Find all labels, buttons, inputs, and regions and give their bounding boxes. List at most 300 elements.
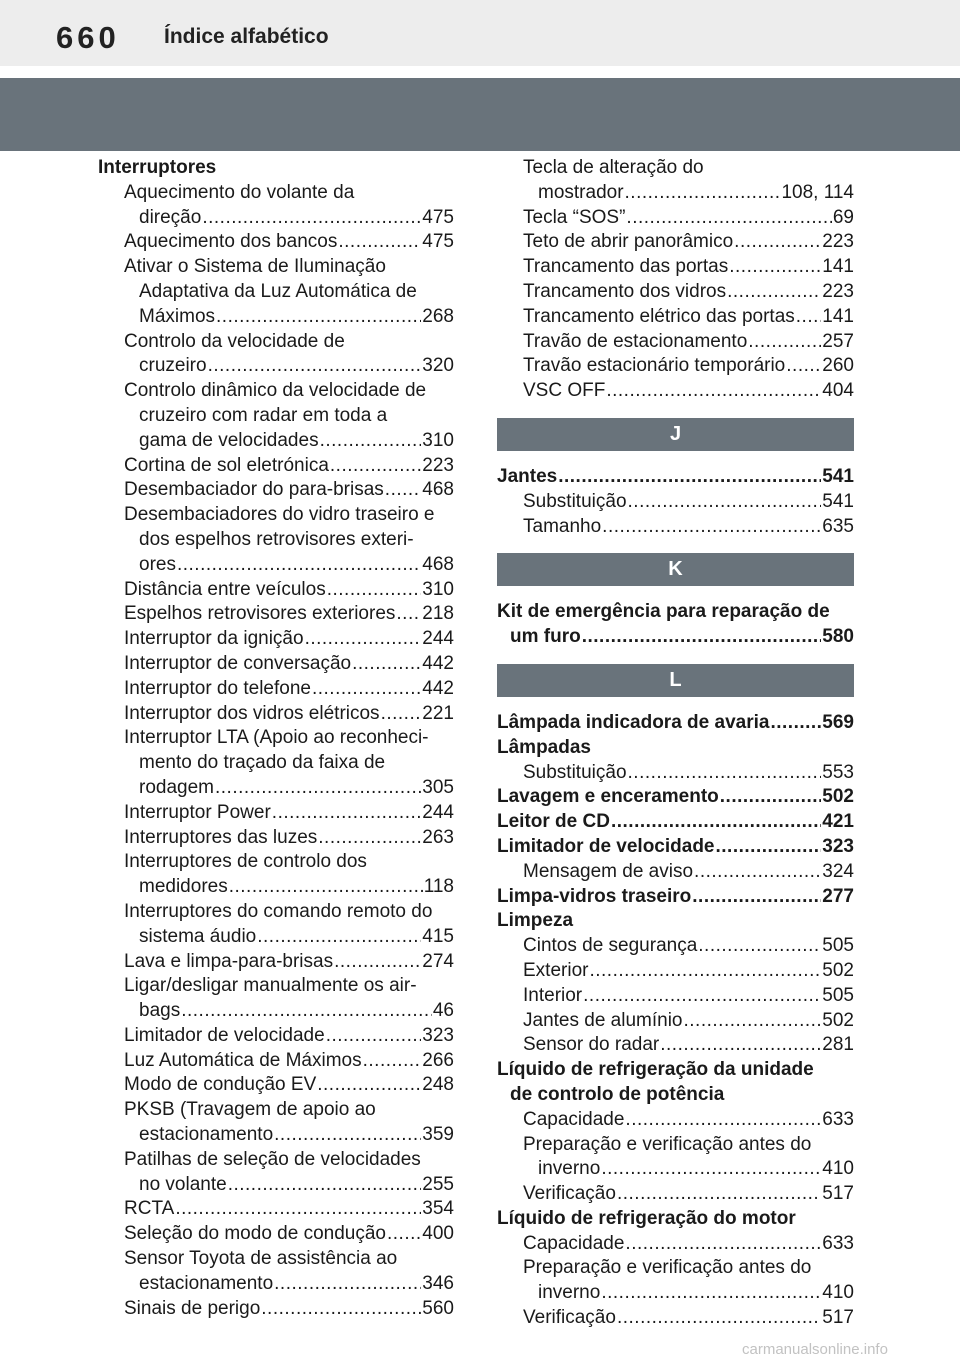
page-reference: 541 <box>822 490 854 512</box>
page-reference: 553 <box>822 761 854 783</box>
page-reference: 324 <box>822 860 854 882</box>
page-reference: 475 <box>422 206 454 228</box>
page-reference: 248 <box>422 1074 454 1096</box>
index-entry <box>497 515 854 540</box>
page-reference: 354 <box>422 1198 454 1220</box>
leader-dots <box>770 711 821 736</box>
index-entry <box>98 702 454 727</box>
entry-term: Cortina de sol eletrónica <box>124 454 329 476</box>
leader-dots <box>352 652 421 677</box>
index-entry <box>98 801 454 826</box>
entry-term: Preparação e verificação antes do <box>523 1133 812 1155</box>
entry-term: ores <box>139 553 176 575</box>
index-entry <box>497 181 854 206</box>
index-entry <box>98 354 454 379</box>
entry-term: Teto de abrir panorâmico <box>523 231 734 253</box>
page-reference: 560 <box>422 1297 454 1319</box>
index-entry <box>98 206 454 231</box>
leader-dots <box>274 1272 421 1297</box>
entry-term: Interruptores das luzes <box>124 826 318 848</box>
index-entry <box>497 280 854 305</box>
entry-term: cruzeiro <box>139 355 207 377</box>
entry-term: Ativar o Sistema de Iluminação <box>124 256 386 278</box>
entry-term: Mensagem de aviso <box>523 860 694 882</box>
leader-dots <box>216 305 421 330</box>
entry-term: Lâmpadas <box>497 736 591 758</box>
entry-term: Aquecimento do volante da <box>124 181 355 203</box>
entry-term: Interruptor dos vidros elétricos <box>124 702 380 724</box>
page-reference: 635 <box>822 515 854 537</box>
index-group-j <box>497 465 854 539</box>
index-entry <box>98 602 454 627</box>
entry-term: Máximos <box>139 305 216 327</box>
entry-term: Travão de estacionamento <box>523 330 748 352</box>
leader-dots <box>208 354 422 379</box>
index-entry <box>98 1247 454 1272</box>
index-entry <box>497 330 854 355</box>
leader-dots <box>320 429 422 454</box>
page-reference: 221 <box>422 702 454 724</box>
index-entry <box>98 652 454 677</box>
page-reference: 223 <box>822 280 854 302</box>
index-entry <box>497 379 854 404</box>
entry-term: Cintos de segurança <box>523 935 698 957</box>
page-reference: 260 <box>822 355 854 377</box>
index-entry <box>497 1058 854 1083</box>
entry-term: Jantes de alumínio <box>523 1009 683 1031</box>
page-reference: 421 <box>822 811 854 833</box>
entry-term: Limitador de velocidade <box>497 835 715 857</box>
leader-dots <box>181 999 432 1024</box>
index-entry <box>98 999 454 1024</box>
page-reference: 218 <box>422 603 454 625</box>
entry-term: Tamanho <box>523 515 602 537</box>
index-entry <box>497 625 854 650</box>
page-reference: 277 <box>822 885 854 907</box>
index-column-left <box>98 156 454 1321</box>
leader-dots <box>312 677 421 702</box>
leader-dots <box>257 925 421 950</box>
leader-dots <box>602 515 821 540</box>
page-reference: 517 <box>822 1307 854 1329</box>
page-reference: 244 <box>422 801 454 823</box>
entry-term: Preparação e verificação antes do <box>523 1257 812 1279</box>
leader-dots <box>694 860 821 885</box>
leader-dots <box>786 354 821 379</box>
leader-dots <box>229 875 423 900</box>
leader-dots <box>582 625 822 650</box>
index-entry <box>497 156 854 181</box>
entry-term: Distância entre veículos <box>124 578 326 600</box>
index-entry <box>497 490 854 515</box>
entry-term: Interruptor de conversação <box>124 652 352 674</box>
entry-term: Interruptores de controlo dos <box>124 851 367 873</box>
entry-term: Verificação <box>523 1307 616 1329</box>
index-entry <box>98 1197 454 1222</box>
index-entry <box>98 1173 454 1198</box>
entry-term: um furo <box>510 626 581 648</box>
index-entry <box>497 909 854 934</box>
letter-header-j: J <box>497 418 854 451</box>
entry-term: Controlo dinâmico da velocidade de <box>124 380 427 402</box>
index-entry <box>98 478 454 503</box>
page-reference: 475 <box>422 231 454 253</box>
index-entry <box>98 1272 454 1297</box>
entry-term: Ligar/desligar manualmente os air- <box>124 975 417 997</box>
index-entry <box>497 1033 854 1058</box>
index-entry <box>497 711 854 736</box>
index-entry <box>98 974 454 999</box>
page-reference: 442 <box>422 677 454 699</box>
index-entry <box>98 1123 454 1148</box>
leader-dots <box>625 181 781 206</box>
index-entry <box>497 206 854 231</box>
index-entry <box>98 751 454 776</box>
entry-term: cruzeiro com radar em toda a <box>139 404 388 426</box>
index-entry <box>497 1207 854 1232</box>
index-entry <box>98 1297 454 1322</box>
leader-dots <box>387 1222 421 1247</box>
page-reference: 266 <box>422 1049 454 1071</box>
index-entry <box>98 330 454 355</box>
page-reference: 263 <box>422 826 454 848</box>
entry-term: Limitador de velocidade <box>124 1024 325 1046</box>
entry-term: Interruptores do comando remoto do <box>124 900 433 922</box>
entry-term: Espelhos retrovisores exteriores <box>124 603 396 625</box>
entry-term: Capacidade <box>523 1232 625 1254</box>
leader-dots <box>611 810 821 835</box>
entry-term: Luz Automática de Máximos <box>124 1049 362 1071</box>
page-reference: 320 <box>422 355 454 377</box>
page-reference: 141 <box>822 256 854 278</box>
entry-term: Limpa-vidros traseiro <box>497 885 692 907</box>
entry-term: gama de velocidades <box>139 429 319 451</box>
entry-term: Patilhas de seleção de velocidades <box>124 1148 421 1170</box>
entry-term: medidores <box>139 876 228 898</box>
entry-term: Substituição <box>523 761 627 783</box>
index-entry <box>497 736 854 761</box>
index-entry <box>98 925 454 950</box>
leader-dots <box>385 478 422 503</box>
leader-dots <box>261 1297 421 1322</box>
page-reference: 223 <box>422 454 454 476</box>
page-reference: 502 <box>822 786 854 808</box>
entry-term: dos espelhos retrovisores exteri- <box>139 528 414 550</box>
entry-term: Líquido de refrigeração do motor <box>497 1207 796 1229</box>
entry-term: Interruptores <box>98 157 217 178</box>
leader-dots <box>625 1108 821 1133</box>
index-entry <box>98 1024 454 1049</box>
page-reference: 108, 114 <box>781 181 854 203</box>
entry-term: Desembaciador do para-brisas <box>124 479 384 501</box>
index-entry <box>497 934 854 959</box>
entry-term: Trancamento elétrico das portas <box>523 305 795 327</box>
index-entry <box>98 850 454 875</box>
index-entry <box>497 984 854 1009</box>
page-header <box>0 0 960 66</box>
index-entry <box>98 677 454 702</box>
leader-dots <box>617 1306 821 1331</box>
entry-term: Interruptor Power <box>124 801 271 823</box>
leader-dots <box>796 305 822 330</box>
entry-term: Lavagem e enceramento <box>497 786 719 808</box>
entry-term: bags <box>139 1000 181 1022</box>
index-group-l <box>497 711 854 1331</box>
page-reference: 502 <box>822 959 854 981</box>
leader-dots <box>625 1232 821 1257</box>
index-entry <box>98 627 454 652</box>
index-entry <box>98 553 454 578</box>
index-entry <box>497 305 854 330</box>
page-reference: 310 <box>422 429 454 451</box>
leader-dots <box>175 1197 421 1222</box>
index-entry <box>98 726 454 751</box>
page-reference: 141 <box>822 305 854 327</box>
page-reference: 305 <box>422 776 454 798</box>
index-entry <box>497 600 854 625</box>
index-entry <box>497 835 854 860</box>
leader-dots <box>202 206 421 231</box>
leader-dots <box>617 1182 821 1207</box>
index-entry <box>497 1083 854 1108</box>
page-reference: 569 <box>822 711 854 733</box>
index-entry <box>497 255 854 280</box>
entry-term: Adaptativa da Luz Automática de <box>139 280 417 302</box>
page-reference: 323 <box>822 835 854 857</box>
entry-term: VSC OFF <box>523 380 606 402</box>
leader-dots <box>330 454 421 479</box>
index-column-right <box>497 156 854 1331</box>
letter-header-k: K <box>497 553 854 586</box>
index-entry <box>497 761 854 786</box>
index-entry <box>497 959 854 984</box>
entry-term: inverno <box>538 1282 601 1304</box>
leader-dots <box>606 379 821 404</box>
index-entry <box>497 1108 854 1133</box>
leader-dots <box>317 1073 421 1098</box>
entry-term: Tecla “SOS” <box>523 206 626 228</box>
entry-term: Kit de emergência para reparação de <box>497 601 830 623</box>
index-entry <box>497 1157 854 1182</box>
page-reference: 580 <box>822 626 854 648</box>
page-reference: 69 <box>832 206 854 228</box>
index-entry <box>497 465 854 490</box>
page-reference: 274 <box>422 950 454 972</box>
page-reference: 346 <box>422 1272 454 1294</box>
page-reference: 46 <box>432 1000 454 1022</box>
leader-dots <box>583 984 821 1009</box>
index-entry <box>497 1232 854 1257</box>
index-entry <box>98 404 454 429</box>
entry-term: Verificação <box>523 1183 616 1205</box>
entry-term: estacionamento <box>139 1272 274 1294</box>
entry-term: Leitor de CD <box>497 811 610 833</box>
page-reference: 505 <box>822 935 854 957</box>
index-entry <box>98 230 454 255</box>
page-reference: 244 <box>422 628 454 650</box>
entry-term: de controlo de potência <box>510 1083 725 1105</box>
leader-dots <box>274 1123 421 1148</box>
entry-term: sistema áudio <box>139 925 257 947</box>
page-reference: 281 <box>822 1034 854 1056</box>
index-entry <box>98 826 454 851</box>
leader-dots <box>228 1173 422 1198</box>
page-reference: 502 <box>822 1009 854 1031</box>
entry-term: Tecla de alteração do <box>523 157 704 178</box>
index-entry <box>98 454 454 479</box>
leader-dots <box>381 702 422 727</box>
entry-term: Modo de condução EV <box>124 1074 317 1096</box>
entry-term: Sinais de perigo <box>124 1297 261 1319</box>
page-reference: 633 <box>822 1108 854 1130</box>
entry-term: Seleção do modo de condução <box>124 1223 386 1245</box>
page-reference: 255 <box>422 1173 454 1195</box>
leader-dots <box>729 255 821 280</box>
entry-term: inverno <box>538 1158 601 1180</box>
entry-term: PKSB (Travagem de apoio ao <box>124 1099 376 1121</box>
page-reference: 517 <box>822 1183 854 1205</box>
leader-dots <box>660 1033 821 1058</box>
leader-dots <box>626 206 831 231</box>
entry-term: estacionamento <box>139 1124 274 1146</box>
entry-term: Líquido de refrigeração da unidade <box>497 1059 814 1081</box>
entry-term: Aquecimento dos bancos <box>124 231 338 253</box>
page-reference: 410 <box>822 1282 854 1304</box>
entry-term: Travão estacionário temporário <box>523 355 786 377</box>
leader-dots <box>589 959 821 984</box>
index-entry <box>98 1148 454 1173</box>
letter-header-l: L <box>497 664 854 697</box>
index-entry <box>497 1281 854 1306</box>
page-reference: 633 <box>822 1232 854 1254</box>
entry-term: direção <box>139 206 202 228</box>
entry-term: Interruptor do telefone <box>124 677 311 699</box>
page-reference: 404 <box>822 380 854 402</box>
leader-dots <box>698 934 821 959</box>
page-reference: 359 <box>422 1124 454 1146</box>
entry-term: Controlo da velocidade de <box>124 330 345 352</box>
index-entry <box>497 1256 854 1281</box>
index-entry <box>98 429 454 454</box>
index-entry <box>497 230 854 255</box>
page-reference: 410 <box>822 1158 854 1180</box>
index-entry <box>497 785 854 810</box>
page-reference: 468 <box>422 479 454 501</box>
index-entry <box>98 875 454 900</box>
index-entry <box>497 1306 854 1331</box>
leader-dots <box>334 950 421 975</box>
leader-dots <box>363 1049 422 1074</box>
leader-dots <box>720 785 822 810</box>
index-entry <box>98 1222 454 1247</box>
entry-term: Interruptor da ignição <box>124 628 304 650</box>
leader-dots <box>716 835 822 860</box>
leader-dots <box>318 826 421 851</box>
page-reference: 415 <box>422 925 454 947</box>
page-reference: 442 <box>422 652 454 674</box>
entry-term: mento do traçado da faixa de <box>139 752 386 774</box>
section-title: Índice alfabético <box>164 25 329 48</box>
index-entry <box>98 156 454 181</box>
index-entry <box>497 1182 854 1207</box>
entry-term: no volante <box>139 1173 227 1195</box>
entry-term: Substituição <box>523 490 627 512</box>
leader-dots <box>628 490 822 515</box>
index-entry <box>497 810 854 835</box>
entry-term: rodagem <box>139 776 214 798</box>
leader-dots <box>558 465 821 490</box>
index-entry <box>98 280 454 305</box>
leader-dots <box>177 553 421 578</box>
index-group-t <box>497 156 854 404</box>
index-entry <box>497 885 854 910</box>
leader-dots <box>326 1024 422 1049</box>
index-entry <box>98 528 454 553</box>
entry-term: Desembaciadores do vidro traseiro e <box>124 504 435 526</box>
index-entry <box>98 379 454 404</box>
index-entry <box>98 900 454 925</box>
page-number: 660 <box>56 20 120 55</box>
leader-dots <box>692 885 821 910</box>
page-reference: 468 <box>422 553 454 575</box>
index-entry <box>98 503 454 528</box>
entry-term: Interruptor LTA (Apoio ao reconheci- <box>124 727 429 749</box>
header-band <box>0 78 960 151</box>
page-reference: 323 <box>422 1024 454 1046</box>
page-reference: 223 <box>822 231 854 253</box>
index-entry <box>98 1049 454 1074</box>
index-entry <box>497 1133 854 1158</box>
leader-dots <box>601 1281 821 1306</box>
index-entry <box>98 950 454 975</box>
index-entry <box>497 1009 854 1034</box>
entry-term: RCTA <box>124 1198 175 1220</box>
leader-dots <box>748 330 821 355</box>
entry-term: Jantes <box>497 465 558 487</box>
entry-term: Exterior <box>523 959 589 981</box>
entry-term: Interior <box>523 984 583 1006</box>
page-reference: 541 <box>822 465 854 487</box>
leader-dots <box>327 578 422 603</box>
page-reference: 400 <box>422 1223 454 1245</box>
leader-dots <box>734 230 821 255</box>
leader-dots <box>338 230 421 255</box>
index-entry <box>98 1098 454 1123</box>
leader-dots <box>396 602 421 627</box>
leader-dots <box>601 1157 821 1182</box>
entry-term: Sensor do radar <box>523 1034 660 1056</box>
leader-dots <box>305 627 422 652</box>
index-entry <box>98 578 454 603</box>
index-entry <box>98 305 454 330</box>
leader-dots <box>684 1009 822 1034</box>
leader-dots <box>272 801 422 826</box>
entry-term: Trancamento dos vidros <box>523 280 727 302</box>
index-entry <box>98 255 454 280</box>
page-reference: 505 <box>822 984 854 1006</box>
entry-term: Lâmpada indicadora de avaria <box>497 711 770 733</box>
index-entry <box>497 354 854 379</box>
index-entry <box>497 860 854 885</box>
watermark: carmanualsonline.info <box>742 1341 888 1358</box>
leader-dots <box>628 761 822 786</box>
index-entry <box>98 181 454 206</box>
page-reference: 257 <box>822 330 854 352</box>
page-reference: 118 <box>423 876 454 898</box>
page-reference: 268 <box>422 305 454 327</box>
leader-dots <box>727 280 821 305</box>
entry-term: Lava e limpa-para-brisas <box>124 950 334 972</box>
